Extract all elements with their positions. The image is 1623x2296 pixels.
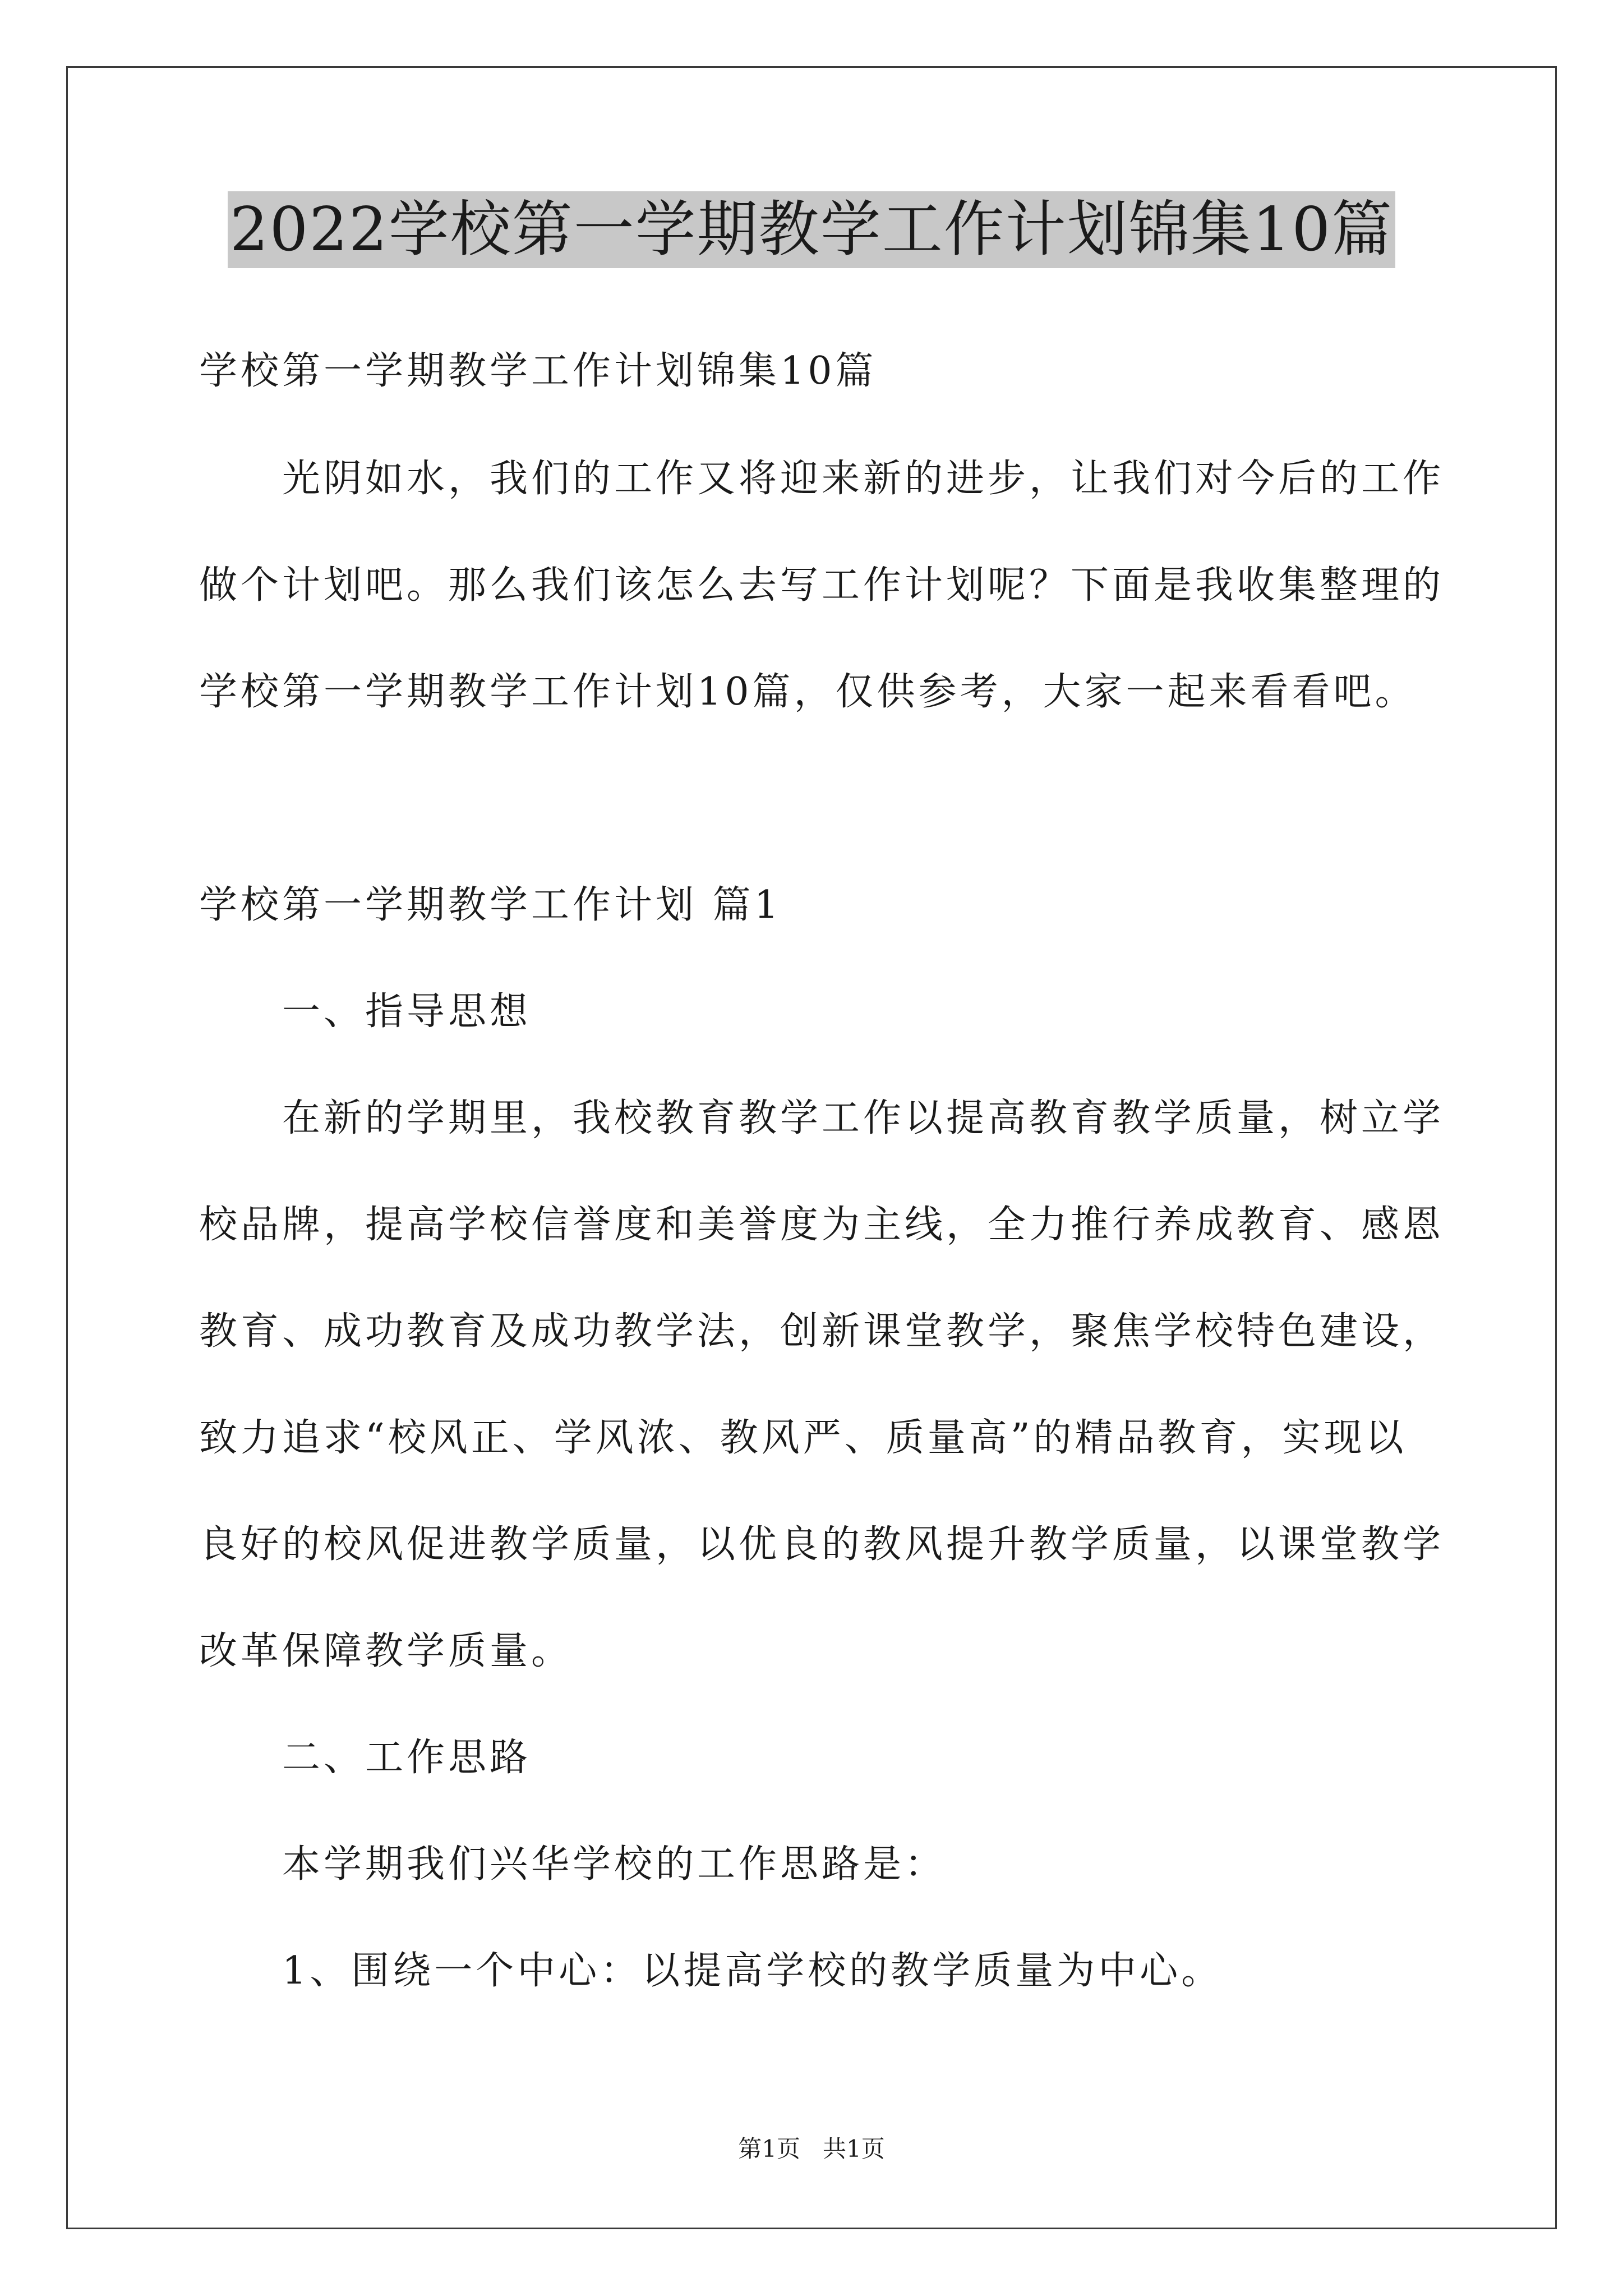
document-title <box>0 194 1623 266</box>
heading-work-approach: 二、工作思路 <box>282 1736 532 1780</box>
intro-line-3: 学校第一学期教学工作计划10篇，仅供参考，大家一起来看看吧。 <box>199 670 1417 714</box>
paragraph-1-line-6: 改革保障教学质量。 <box>199 1629 573 1673</box>
paragraph-1-line-1: 在新的学期里，我校教育教学工作以提高教育教学质量，树立学 <box>282 1096 1445 1140</box>
intro-line-2: 做个计划吧。那么我们该怎么去写工作计划呢？下面是我收集整理的 <box>199 563 1445 608</box>
paragraph-1-line-2: 校品牌，提高学校信誉度和美誉度为主线，全力推行养成教育、感恩 <box>199 1203 1445 1247</box>
paragraph-1-line-4: 致力追求“校风正、学风浓、教风严、质量高”的精品教育，实现以 <box>199 1416 1407 1460</box>
document-subtitle: 学校第一学期教学工作计划锦集10篇 <box>199 349 877 393</box>
intro-line-1: 光阴如水，我们的工作又将迎来新的进步，让我们对今后的工作 <box>282 457 1445 501</box>
page-footer: 第1页 共1页 <box>738 2135 885 2162</box>
paragraph-1-line-5: 良好的校风促进教学质量，以优良的教风提升教学质量，以课堂教学 <box>199 1522 1445 1567</box>
list-item-1: 1、围绕一个中心：以提高学校的教学质量为中心。 <box>282 1949 1223 1993</box>
section-title: 学校第一学期教学工作计划 篇1 <box>199 883 782 927</box>
paragraph-1-line-3: 教育、成功教育及成功教学法，创新课堂教学，聚焦学校特色建设， <box>199 1309 1445 1354</box>
paragraph-2: 本学期我们兴华学校的工作思路是： <box>282 1842 947 1887</box>
document-title-text: 2022学校第一学期教学工作计划锦集10篇 <box>228 191 1395 268</box>
heading-guiding-ideology: 一、指导思想 <box>282 990 532 1034</box>
